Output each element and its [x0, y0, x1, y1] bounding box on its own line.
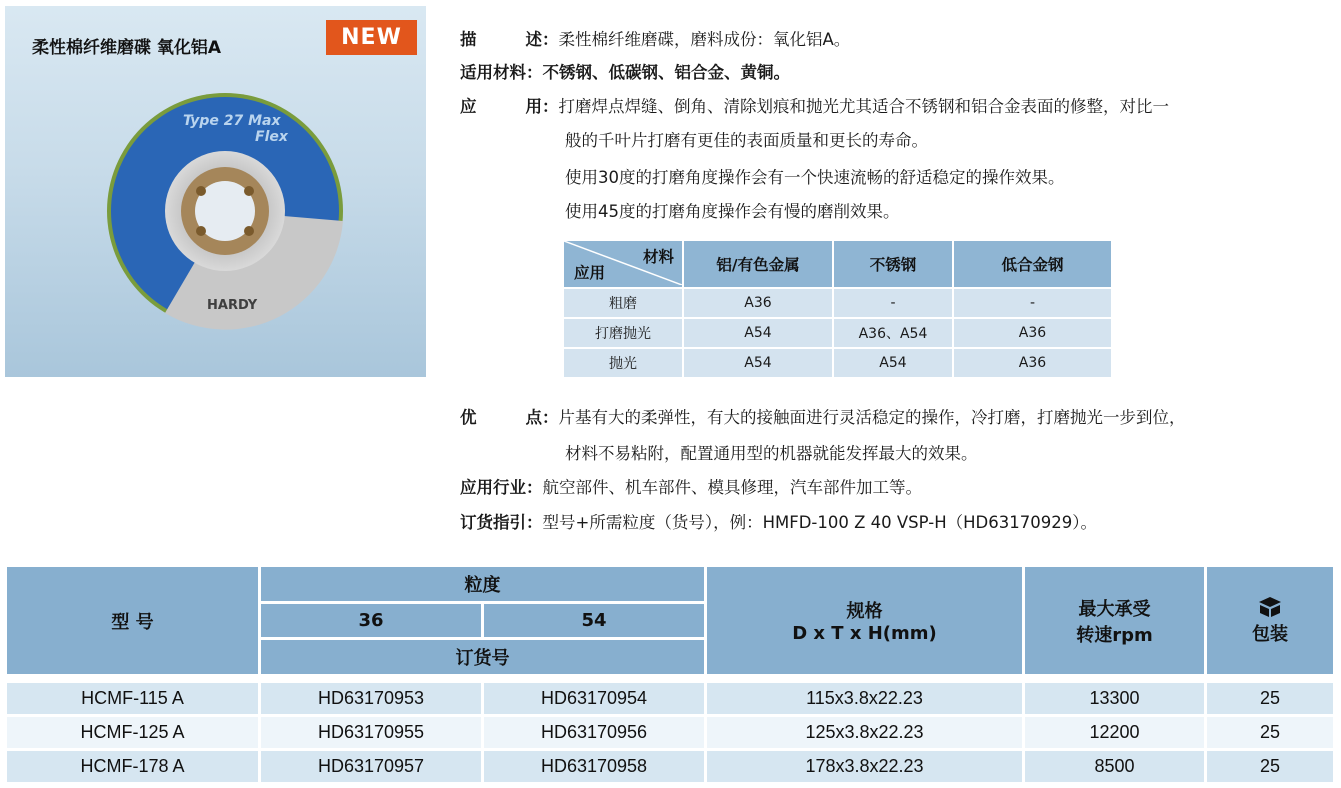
- header-rpm-line2: 转速rpm: [1076, 624, 1153, 646]
- row-label: 粗磨: [564, 289, 682, 317]
- col-header-stainless: 不锈钢: [834, 241, 952, 287]
- desc-row: 描 述 ：柔性棉纤维磨碟，磨料成份：氧化铝A。: [460, 30, 851, 49]
- table-corner-cell: [564, 241, 682, 287]
- table-row: [7, 751, 1333, 782]
- cell-pack: 25: [1207, 717, 1333, 748]
- advantages-row: 优 点 ：片基有大的柔弹性，有大的接触面进行灵活稳定的操作，冷打磨，打磨抛光一步到位，: [460, 408, 1186, 427]
- cell-spec: 125x3.8x22.23: [707, 717, 1022, 748]
- header-grit-36: 36: [261, 604, 481, 637]
- table-cell: A36、A54: [834, 319, 952, 347]
- table-row: [7, 683, 1333, 714]
- order-value: 型号+所需粒度（货号），例：HMFD-100 Z 40 VSP-H（HD63170929）。: [542, 513, 1097, 532]
- cell-spec: 115x3.8x22.23: [707, 683, 1022, 714]
- grinding-disc-image: [105, 91, 345, 331]
- header-spec: [707, 567, 1022, 674]
- table-cell: -: [834, 289, 952, 317]
- table-row: [564, 319, 1111, 347]
- divider: [7, 677, 1333, 680]
- header-rpm-line1: 最大承受: [1078, 598, 1151, 620]
- corner-application-label: 应用: [574, 264, 606, 282]
- table-cell: A54: [684, 349, 832, 377]
- table-cell: A36: [954, 319, 1111, 347]
- cell-grit54: HD63170956: [484, 717, 704, 748]
- header-package: [1207, 567, 1333, 674]
- order-row: 订货指引：型号+所需粒度（货号），例：HMFD-100 Z 40 VSP-H（HD63170929）。: [460, 513, 1097, 532]
- cell-rpm: 8500: [1025, 751, 1204, 782]
- advantages-line1: 片基有大的柔弹性，有大的接触面进行灵活稳定的操作，冷打磨，打磨抛光一步到位，: [558, 408, 1186, 427]
- disc-type-text: Type 27 Max: [183, 113, 281, 129]
- cell-grit36: HD63170953: [261, 683, 481, 714]
- box-arrows-icon: [1257, 596, 1283, 618]
- header-model: 型 号: [7, 567, 258, 674]
- cell-rpm: 12200: [1025, 717, 1204, 748]
- desc-value: 柔性棉纤维磨碟，磨料成份：氧化铝A。: [558, 30, 851, 49]
- table-cell: A54: [834, 349, 952, 377]
- cell-model: HCMF-115 A: [7, 683, 258, 714]
- header-order-no: 订货号: [261, 640, 704, 674]
- disc-flex-text: Flex: [255, 129, 288, 145]
- application-label: 应 用: [460, 97, 542, 116]
- table-cell: A36: [684, 289, 832, 317]
- application-line3: 使用30度的打磨角度操作会有一个快速流畅的舒适稳定的操作效果。: [565, 168, 1065, 187]
- materials-row: 适用材料：不锈钢、低碳钢、铝合金、黄铜。: [460, 63, 790, 82]
- table-row: [564, 349, 1111, 377]
- cell-grit36: HD63170957: [261, 751, 481, 782]
- header-grit-54: 54: [484, 604, 704, 637]
- application-line1: 打磨焊点焊缝、倒角、清除划痕和抛光尤其适合不锈钢和铝合金表面的修整，对比一: [558, 97, 1169, 116]
- materials-label: 适用材料: [460, 63, 526, 82]
- application-table: [562, 239, 1113, 379]
- disc-brand-text: HARDY: [207, 298, 258, 313]
- cell-pack: 25: [1207, 683, 1333, 714]
- table-cell: A36: [954, 349, 1111, 377]
- table-cell: A54: [684, 319, 832, 347]
- product-table: [4, 564, 1336, 785]
- industry-value: 航空部件、机车部件、模具修理，汽车部件加工等。: [542, 478, 922, 497]
- cell-grit54: HD63170958: [484, 751, 704, 782]
- table-cell: -: [954, 289, 1111, 317]
- col-header-nonferrous: 铝/有色金属: [684, 241, 832, 287]
- desc-label: 描 述: [460, 30, 542, 49]
- industry-row: 应用行业：航空部件、机车部件、模具修理，汽车部件加工等。: [460, 478, 922, 497]
- header-rpm: [1025, 567, 1204, 674]
- industry-label: 应用行业: [460, 478, 526, 497]
- application-row: 应 用 ：打磨焊点焊缝、倒角、清除划痕和抛光尤其适合不锈钢和铝合金表面的修整，对比一: [460, 97, 1169, 116]
- application-line2: 般的千叶片打磨有更佳的表面质量和更长的寿命。: [565, 131, 928, 150]
- col-header-low-alloy: 低合金钢: [954, 241, 1111, 287]
- cell-grit36: HD63170955: [261, 717, 481, 748]
- order-label: 订货指引: [460, 513, 526, 532]
- row-label: 打磨抛光: [564, 319, 682, 347]
- corner-material-label: 材料: [642, 248, 674, 266]
- cell-rpm: 13300: [1025, 683, 1204, 714]
- cell-spec: 178x3.8x22.23: [707, 751, 1022, 782]
- table-row: [7, 717, 1333, 748]
- product-panel: [5, 6, 426, 377]
- cell-model: HCMF-178 A: [7, 751, 258, 782]
- product-title: 柔性棉纤维磨碟 氧化铝A: [32, 38, 222, 58]
- table-row: [564, 289, 1111, 317]
- row-label: 抛光: [564, 349, 682, 377]
- new-badge: NEW: [326, 20, 417, 55]
- cell-pack: 25: [1207, 751, 1333, 782]
- application-line4: 使用45度的打磨角度操作会有慢的磨削效果。: [565, 202, 900, 221]
- header-spec-line1: 规格: [846, 601, 883, 622]
- advantages-line2: 材料不易粘附，配置通用型的机器就能发挥最大的效果。: [565, 444, 978, 463]
- header-grit: 粒度: [261, 567, 704, 601]
- header-spec-line2: D x T x H(mm): [792, 623, 937, 644]
- header-package-label: 包装: [1252, 623, 1288, 645]
- cell-model: HCMF-125 A: [7, 717, 258, 748]
- materials-value: 不锈钢、低碳钢、铝合金、黄铜。: [542, 63, 790, 82]
- cell-grit54: HD63170954: [484, 683, 704, 714]
- advantages-label: 优 点: [460, 408, 542, 427]
